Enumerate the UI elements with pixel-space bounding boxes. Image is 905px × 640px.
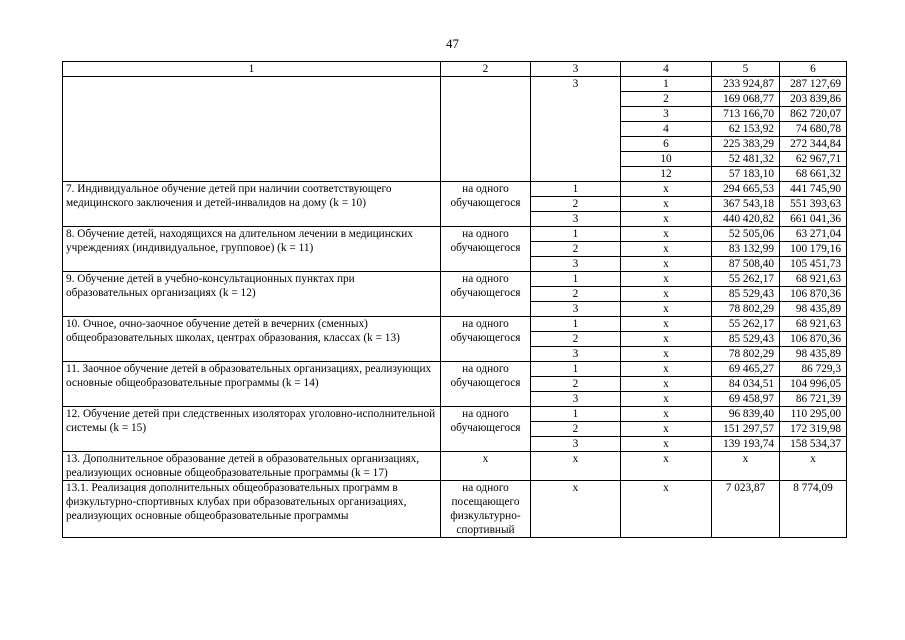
level-cell: 3 (531, 77, 621, 182)
level-cell: х (531, 481, 621, 538)
indicator-cell (63, 77, 441, 182)
value-2023-cell: 713 166,70 (712, 107, 780, 122)
level-cell: х (531, 452, 621, 481)
unit-cell: на одного обучающегося (441, 182, 531, 227)
value-2023-cell: 62 153,92 (712, 122, 780, 137)
group-cell: х (621, 452, 712, 481)
table-row (63, 407, 847, 422)
group-cell: х (621, 272, 712, 287)
group-cell: х (621, 407, 712, 422)
value-2024-cell: 106 870,36 (780, 332, 847, 347)
group-cell: х (621, 242, 712, 257)
value-2024-cell: 86 729,3 (780, 362, 847, 377)
indicator-cell: 7. Индивидуальное обучение детей при наличии соответствующего медицинского заключения и детей-инвалидов на дому (k = 10) (63, 182, 441, 227)
value-2024-cell: 63 271,04 (780, 227, 847, 242)
value-2023-cell: 225 383,29 (712, 137, 780, 152)
value-2023-cell: 55 262,17 (712, 272, 780, 287)
value-2023-cell: 52 481,32 (712, 152, 780, 167)
level-cell: 1 (531, 182, 621, 197)
value-2023-cell: 55 262,17 (712, 317, 780, 332)
header-row (63, 62, 847, 77)
value-2023-cell: 69 458,97 (712, 392, 780, 407)
level-cell: 3 (531, 392, 621, 407)
value-2023-cell: 69 465,27 (712, 362, 780, 377)
table-row (63, 227, 847, 242)
group-cell: х (621, 437, 712, 452)
group-cell: 2 (621, 92, 712, 107)
group-cell: х (621, 332, 712, 347)
value-2024-cell: 862 720,07 (780, 107, 847, 122)
group-cell: х (621, 182, 712, 197)
value-2023-cell: 84 034,51 (712, 377, 780, 392)
indicator-cell: 8. Обучение детей, находящихся на длительном лечении в медицинских учреждениях (индивидуальное, групповое) (k = 11) (63, 227, 441, 272)
table-row (63, 182, 847, 197)
value-2023-cell: 367 543,18 (712, 197, 780, 212)
value-2024-cell: 287 127,69 (780, 77, 847, 92)
group-cell: х (621, 197, 712, 212)
unit-cell (441, 77, 531, 182)
unit-cell: на одного обучающегося (441, 272, 531, 317)
level-cell: 2 (531, 377, 621, 392)
group-cell: 10 (621, 152, 712, 167)
unit-cell: на одного обучающегося (441, 317, 531, 362)
level-cell: 1 (531, 272, 621, 287)
level-cell: 1 (531, 407, 621, 422)
header-cell: 4 (621, 62, 712, 77)
unit-cell: х (441, 452, 531, 481)
indicator-cell: 10. Очное, очно-заочное обучение детей в вечерних (сменных) общеобразовательных школах, центрах образования, классах (k = 13) (63, 317, 441, 362)
unit-cell: на одного посещающего физкультурно-спортивный (441, 481, 531, 538)
value-2023-cell: 96 839,40 (712, 407, 780, 422)
value-2024-cell: 62 967,71 (780, 152, 847, 167)
group-cell: х (621, 347, 712, 362)
table-row (63, 452, 847, 481)
value-2024-cell: 106 870,36 (780, 287, 847, 302)
value-2023-cell: 139 193,74 (712, 437, 780, 452)
value-2023-cell: х (712, 452, 780, 481)
level-cell: 2 (531, 332, 621, 347)
indicator-cell: 12. Обучение детей при следственных изоляторах уголовно-исполнительной системы (k = 15) (63, 407, 441, 452)
value-2024-cell: 86 721,39 (780, 392, 847, 407)
value-2024-cell: 441 745,90 (780, 182, 847, 197)
value-2024-cell: 8 774,09 (780, 481, 847, 538)
group-cell: х (621, 422, 712, 437)
value-2023-cell: 151 297,57 (712, 422, 780, 437)
group-cell: 6 (621, 137, 712, 152)
value-2023-cell: 57 183,10 (712, 167, 780, 182)
value-2023-cell: 83 132,99 (712, 242, 780, 257)
value-2023-cell: 294 665,53 (712, 182, 780, 197)
group-cell: х (621, 481, 712, 538)
unit-cell: на одного обучающегося (441, 362, 531, 407)
group-cell: х (621, 257, 712, 272)
level-cell: 3 (531, 347, 621, 362)
value-2024-cell: 98 435,89 (780, 347, 847, 362)
level-cell: 2 (531, 242, 621, 257)
indicator-cell: 9. Обучение детей в учебно-консультационных пунктах при образовательных организациях (k = 12) (63, 272, 441, 317)
value-2024-cell: 105 451,73 (780, 257, 847, 272)
indicator-cell: 13.1. Реализация дополнительных общеобразовательных программ в физкультурно-спортивных клубах при образовательных организациях, реализующих основные общеобразовательные программы (63, 481, 441, 538)
value-2024-cell: 272 344,84 (780, 137, 847, 152)
group-cell: х (621, 317, 712, 332)
level-cell: 2 (531, 422, 621, 437)
header-cell: 2 (441, 62, 531, 77)
table-row (63, 272, 847, 287)
value-2024-cell: 68 661,32 (780, 167, 847, 182)
value-2024-cell: х (780, 452, 847, 481)
level-cell: 3 (531, 212, 621, 227)
value-2024-cell: 110 295,00 (780, 407, 847, 422)
group-cell: 4 (621, 122, 712, 137)
table-row (63, 77, 847, 92)
level-cell: 1 (531, 362, 621, 377)
indicator-cell: 11. Заочное обучение детей в образовательных организациях, реализующих основные общеобразовательные программы (k = 14) (63, 362, 441, 407)
value-2024-cell: 74 680,78 (780, 122, 847, 137)
value-2023-cell: 78 802,29 (712, 302, 780, 317)
value-2024-cell: 172 319,98 (780, 422, 847, 437)
value-2024-cell: 68 921,63 (780, 317, 847, 332)
level-cell: 1 (531, 317, 621, 332)
value-2023-cell: 87 508,40 (712, 257, 780, 272)
group-cell: х (621, 377, 712, 392)
value-2024-cell: 203 839,86 (780, 92, 847, 107)
value-2023-cell: 169 068,77 (712, 92, 780, 107)
unit-cell: на одного обучающегося (441, 407, 531, 452)
value-2024-cell: 158 534,37 (780, 437, 847, 452)
value-2023-cell: 85 529,43 (712, 287, 780, 302)
page-number: 47 (446, 36, 459, 51)
group-cell: х (621, 362, 712, 377)
value-2024-cell: 100 179,16 (780, 242, 847, 257)
header-cell: 5 (712, 62, 780, 77)
table-row (63, 481, 847, 538)
value-2023-cell: 233 924,87 (712, 77, 780, 92)
value-2024-cell: 104 996,05 (780, 377, 847, 392)
group-cell: 1 (621, 77, 712, 92)
level-cell: 3 (531, 437, 621, 452)
value-2023-cell: 85 529,43 (712, 332, 780, 347)
unit-cell: на одного обучающегося (441, 227, 531, 272)
value-2023-cell: 78 802,29 (712, 347, 780, 362)
value-2023-cell: 7 023,87 (712, 481, 780, 538)
value-2024-cell: 551 393,63 (780, 197, 847, 212)
group-cell: 3 (621, 107, 712, 122)
group-cell: х (621, 392, 712, 407)
level-cell: 3 (531, 302, 621, 317)
header-cell: 6 (780, 62, 847, 77)
level-cell: 2 (531, 287, 621, 302)
group-cell: х (621, 287, 712, 302)
group-cell: х (621, 227, 712, 242)
value-2023-cell: 52 505,06 (712, 227, 780, 242)
value-2024-cell: 661 041,36 (780, 212, 847, 227)
value-2023-cell: 440 420,82 (712, 212, 780, 227)
indicator-cell: 13. Дополнительное образование детей в образовательных организациях, реализующих основные общеобразовательные программы (k = 17) (63, 452, 441, 481)
value-2024-cell: 68 921,63 (780, 272, 847, 287)
level-cell: 3 (531, 257, 621, 272)
cost-table (62, 61, 847, 538)
group-cell: 12 (621, 167, 712, 182)
value-2024-cell: 98 435,89 (780, 302, 847, 317)
table-row (63, 362, 847, 377)
group-cell: х (621, 212, 712, 227)
header-cell: 1 (63, 62, 441, 77)
level-cell: 2 (531, 197, 621, 212)
level-cell: 1 (531, 227, 621, 242)
header-cell: 3 (531, 62, 621, 77)
group-cell: х (621, 302, 712, 317)
table-row (63, 317, 847, 332)
